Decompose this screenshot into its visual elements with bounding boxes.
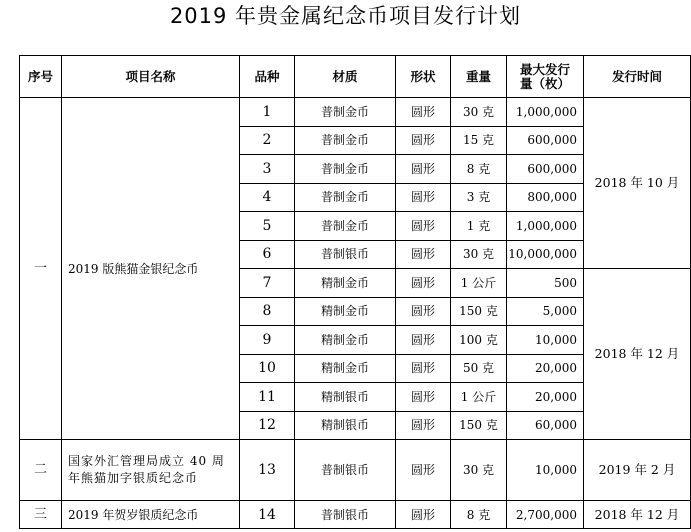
shape-cell: 圆形: [396, 212, 451, 241]
material-cell: 精制银币: [295, 411, 396, 440]
header-issue-date: 发行时间: [584, 56, 691, 98]
shape-cell: 圆形: [396, 126, 451, 155]
project-name: 2019 年贺岁银质纪念币: [62, 501, 240, 529]
header-seq: 序号: [20, 56, 62, 98]
material-cell: 普制金币: [295, 126, 396, 155]
shape-cell: 圆形: [396, 183, 451, 212]
material-cell: 普制金币: [295, 183, 396, 212]
variety-cell: 4: [240, 183, 295, 212]
weight-cell: 50 克: [451, 354, 507, 383]
max-issue-cell: 20,000: [507, 354, 584, 383]
table-header-row: [20, 56, 691, 98]
issue-date-cell: 2018 年 10 月: [584, 98, 691, 269]
max-issue-cell: 10,000,000: [507, 240, 584, 269]
header-variety: 品种: [240, 56, 295, 98]
weight-cell: 1 公斤: [451, 269, 507, 298]
max-issue-cell: 10,000: [507, 326, 584, 355]
max-issue-cell: 500: [507, 269, 584, 298]
weight-cell: 3 克: [451, 183, 507, 212]
header-shape: 形状: [396, 56, 451, 98]
max-issue-cell: 2,700,000: [507, 501, 584, 529]
variety-cell: 11: [240, 383, 295, 412]
material-cell: 精制银币: [295, 383, 396, 412]
variety-cell: 14: [240, 501, 295, 529]
material-cell: 普制金币: [295, 98, 396, 127]
variety-cell: 7: [240, 269, 295, 298]
table-row: [20, 98, 691, 127]
weight-cell: 1 克: [451, 212, 507, 241]
header-max-issue: 最大发行量（枚）: [507, 56, 584, 98]
issue-date-cell: 2019 年 2 月: [584, 440, 691, 501]
max-issue-cell: 5,000: [507, 297, 584, 326]
project-name: 2019 版熊猫金银纪念币: [62, 98, 240, 440]
max-issue-cell: 20,000: [507, 383, 584, 412]
weight-cell: 30 克: [451, 98, 507, 127]
shape-cell: 圆形: [396, 240, 451, 269]
shape-cell: 圆形: [396, 383, 451, 412]
shape-cell: 圆形: [396, 269, 451, 298]
page-title: 2019 年贵金属纪念币项目发行计划: [169, 4, 522, 28]
table-row: [20, 440, 691, 501]
variety-cell: 8: [240, 297, 295, 326]
material-cell: 精制金币: [295, 354, 396, 383]
project-seq: 一: [20, 98, 62, 440]
header-project: 项目名称: [62, 56, 240, 98]
variety-cell: 2: [240, 126, 295, 155]
max-issue-cell: 600,000: [507, 126, 584, 155]
shape-cell: 圆形: [396, 354, 451, 383]
max-issue-cell: 600,000: [507, 155, 584, 184]
variety-cell: 1: [240, 98, 295, 127]
shape-cell: 圆形: [396, 501, 451, 529]
project-seq: 二: [20, 440, 62, 501]
weight-cell: 1 公斤: [451, 383, 507, 412]
material-cell: 精制金币: [295, 326, 396, 355]
variety-cell: 3: [240, 155, 295, 184]
material-cell: 精制金币: [295, 297, 396, 326]
project-name: 国家外汇管理局成立 40 周年熊猫加字银质纪念币: [62, 440, 240, 501]
project-seq: 三: [20, 501, 62, 529]
variety-cell: 9: [240, 326, 295, 355]
material-cell: 精制金币: [295, 269, 396, 298]
header-material: 材质: [295, 56, 396, 98]
weight-cell: 150 克: [451, 411, 507, 440]
shape-cell: 圆形: [396, 440, 451, 501]
variety-cell: 10: [240, 354, 295, 383]
issue-date-cell: 2018 年 12 月: [584, 269, 691, 440]
max-issue-cell: 1,000,000: [507, 212, 584, 241]
max-issue-cell: 10,000: [507, 440, 584, 501]
weight-cell: 100 克: [451, 326, 507, 355]
material-cell: 普制银币: [295, 501, 396, 529]
material-cell: 普制金币: [295, 212, 396, 241]
shape-cell: 圆形: [396, 155, 451, 184]
material-cell: 普制银币: [295, 240, 396, 269]
weight-cell: 30 克: [451, 240, 507, 269]
variety-cell: 6: [240, 240, 295, 269]
header-weight: 重量: [451, 56, 507, 98]
variety-cell: 5: [240, 212, 295, 241]
shape-cell: 圆形: [396, 326, 451, 355]
shape-cell: 圆形: [396, 98, 451, 127]
variety-cell: 12: [240, 411, 295, 440]
weight-cell: 8 克: [451, 155, 507, 184]
material-cell: 普制金币: [295, 155, 396, 184]
weight-cell: 15 克: [451, 126, 507, 155]
shape-cell: 圆形: [396, 297, 451, 326]
weight-cell: 8 克: [451, 501, 507, 529]
max-issue-cell: 1,000,000: [507, 98, 584, 127]
shape-cell: 圆形: [396, 411, 451, 440]
issue-date-cell: 2018 年 12 月: [584, 501, 691, 529]
variety-cell: 13: [240, 440, 295, 501]
max-issue-cell: 800,000: [507, 183, 584, 212]
weight-cell: 150 克: [451, 297, 507, 326]
weight-cell: 30 克: [451, 440, 507, 501]
max-issue-cell: 60,000: [507, 411, 584, 440]
table-row: [20, 501, 691, 529]
issue-plan-table: [19, 55, 691, 529]
material-cell: 普制银币: [295, 440, 396, 501]
